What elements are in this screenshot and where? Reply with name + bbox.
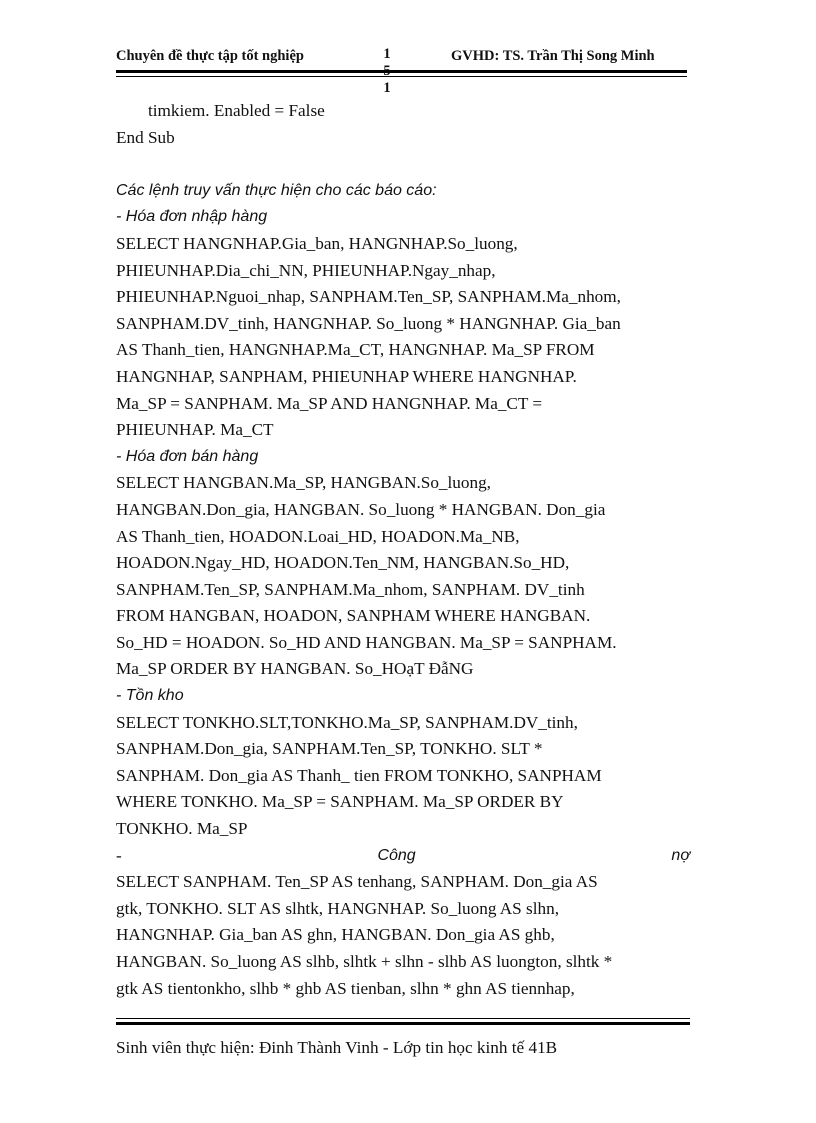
sql-line: PHIEUNHAP. Ma_CT xyxy=(116,420,274,440)
sql-line: SANPHAM. Don_gia AS Thanh_ tien FROM TONKHO, SANPHAM xyxy=(116,765,602,785)
sql-line: AS Thanh_tien, HOADON.Loai_HD, HOADON.Ma_NB, xyxy=(116,526,520,546)
sql-line: PHIEUNHAP.Nguoi_nhap, SANPHAM.Ten_SP, SANPHAM.Ma_nhom, xyxy=(116,287,621,307)
sql-line: HANGNHAP, SANPHAM, PHIEUNHAP WHERE HANGNHAP. xyxy=(116,366,577,386)
document-body xyxy=(116,98,690,1002)
sql-line: SELECT HANGBAN.Ma_SP, HANGBAN.So_luong, xyxy=(116,473,491,493)
header-right-advisor: GVHD: TS. Trần Thị Song Minh xyxy=(451,48,655,64)
sql-line: HANGBAN.Don_gia, HANGBAN. So_luong * HANGBAN. Don_gia xyxy=(116,499,606,519)
page-digit: 1 xyxy=(383,46,391,62)
subheading-word: Công xyxy=(377,846,416,864)
header-divider-thick xyxy=(116,70,687,73)
blank-line xyxy=(116,151,690,178)
sql-line: gtk, TONKHO. SLT AS slhtk, HANGNHAP. So_luong AS slhn, xyxy=(116,898,559,918)
page-digit: 1 xyxy=(383,80,391,96)
subheading-hoa-don-nhap: - Hóa đơn nhập hàng xyxy=(116,208,268,226)
sql-line: HANGBAN. So_luong AS slhb, slhtk + slhn - slhb AS luongton, slhtk * xyxy=(116,952,613,971)
sql-line: Ma_SP ORDER BY HANGBAN. So_HOạT ĐẫNG xyxy=(116,659,474,679)
sql-line: SANPHAM.Don_gia, SANPHAM.Ten_SP, TONKHO. SLT * xyxy=(116,739,543,759)
sql-line: WHERE TONKHO. Ma_SP = SANPHAM. Ma_SP ORDER BY xyxy=(116,792,564,812)
section-title: Các lệnh truy vấn thực hiện cho các báo cáo: xyxy=(116,181,437,199)
sql-line: SELECT TONKHO.SLT,TONKHO.Ma_SP, SANPHAM.DV_tinh, xyxy=(116,712,578,732)
sql-line: SELECT SANPHAM. Ten_SP AS tenhang, SANPHAM. Don_gia AS xyxy=(116,872,598,892)
sql-line: FROM HANGBAN, HOADON, SANPHAM WHERE HANGBAN. xyxy=(116,606,591,626)
footer-divider-thick xyxy=(116,1022,690,1025)
footer-divider-thin xyxy=(116,1018,690,1019)
sql-line: AS Thanh_tien, HANGNHAP.Ma_CT, HANGNHAP. Ma_SP FROM xyxy=(116,340,595,360)
sql-line: TONKHO. Ma_SP xyxy=(116,819,248,839)
sql-line: HOADON.Ngay_HD, HOADON.Ten_NM, HANGBAN.So_HD, xyxy=(116,553,570,573)
subheading-cong-no xyxy=(116,843,690,870)
sql-block-hoa-don-ban xyxy=(116,470,690,683)
sql-line: Ma_SP = SANPHAM. Ma_SP AND HANGNHAP. Ma_CT = xyxy=(116,393,543,413)
sql-line: So_HD = HOADON. So_HD AND HANGBAN. Ma_SP = SANPHAM. xyxy=(116,632,617,652)
sql-line: SANPHAM.Ten_SP, SANPHAM.Ma_nhom, SANPHAM. DV_tinh xyxy=(116,579,585,599)
sql-line: SELECT HANGNHAP.Gia_ban, HANGNHAP.So_luong, xyxy=(116,233,518,253)
subheading-hoa-don-ban: - Hóa đơn bán hàng xyxy=(116,447,259,465)
subheading-dash: - xyxy=(116,845,122,865)
footer-student-info: Sinh viên thực hiện: Đinh Thành Vinh - Lớp tin học kinh tế 41B xyxy=(116,1038,558,1057)
code-line: timkiem. Enabled = False xyxy=(148,101,325,120)
sql-line: PHIEUNHAP.Dia_chi_NN, PHIEUNHAP.Ngay_nhap, xyxy=(116,260,496,280)
sql-block-hoa-don-nhap xyxy=(116,231,690,444)
subheading-word: nợ xyxy=(671,846,690,864)
sql-line: HANGNHAP. Gia_ban AS ghn, HANGBAN. Don_gia AS ghb, xyxy=(116,925,555,945)
sql-line: gtk AS tientonkho, slhb * ghb AS tienban, slhn * ghn AS tiennhap, xyxy=(116,978,575,998)
header-left-title: Chuyên đề thực tập tốt nghiệp xyxy=(116,48,304,64)
sql-line: SANPHAM.DV_tinh, HANGNHAP. So_luong * HANGNHAP. Gia_ban xyxy=(116,313,621,333)
sql-block-ton-kho xyxy=(116,710,690,843)
code-line: End Sub xyxy=(116,127,175,147)
sql-block-cong-no xyxy=(116,869,690,1002)
header-divider-thin xyxy=(116,76,687,77)
subheading-ton-kho: - Tồn kho xyxy=(116,687,184,705)
